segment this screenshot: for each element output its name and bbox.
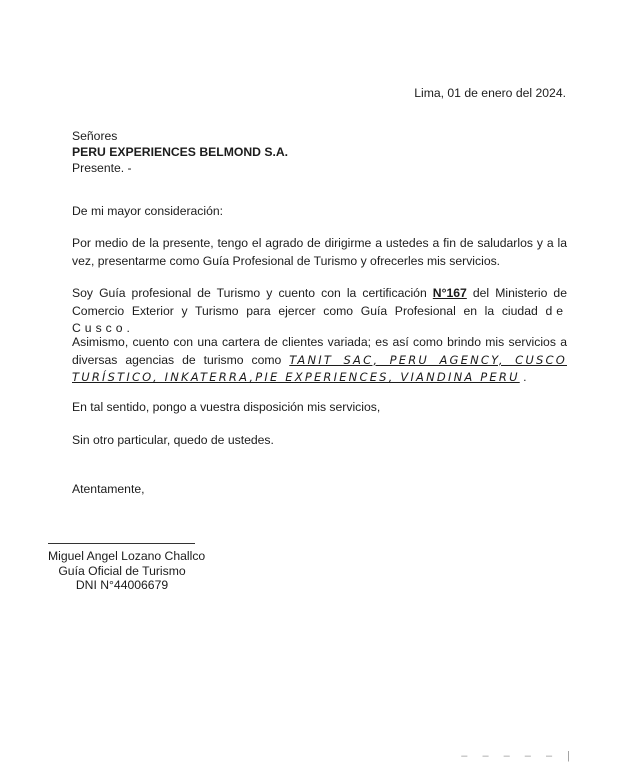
letter-date: Lima, 01 de enero del 2024. [414, 86, 566, 100]
signer-title: Guía Oficial de Turismo [58, 563, 186, 578]
signature-block [48, 549, 206, 593]
certification-end: . [126, 321, 130, 335]
certification-text-after: del Ministerio de Comercio Exterior y Turismo para ejercer como Guía Profesional en la ciudad [72, 286, 567, 318]
letter-greeting: De mi mayor consideración: [72, 204, 224, 218]
recipient-salutation: Señores [72, 129, 118, 143]
clients-text-before: Asimismo, cuento con una cartera de clientes variada; es así como brindo mis servicios a diversas agencias de turismo como [72, 335, 567, 367]
signature-line [48, 543, 195, 544]
paragraph-farewell: Sin otro particular, quedo de ustedes. [72, 433, 274, 447]
city-preposition: de [545, 303, 567, 318]
paragraph-clients [72, 334, 567, 387]
footer-marks: – – – – – | [461, 750, 576, 762]
agency-list: TANIT SAC, PERU AGENCY, CUSCO TURÍSTICO, INKATERRA,PIE EXPERIENCES, VIANDINA PERU [72, 352, 567, 384]
clients-end: . [519, 370, 527, 384]
paragraph-availability: En tal sentido, pongo a vuestra disposición mis servicios, [72, 400, 381, 414]
letter-closing: Atentamente, [72, 482, 145, 496]
signer-dni: DNI N°44006679 [75, 578, 169, 592]
signer-name: Miguel Angel Lozano Challco [48, 549, 206, 563]
recipient-block [72, 128, 288, 176]
recipient-presente: Presente. - [72, 161, 132, 175]
paragraph-certification [72, 285, 567, 338]
certification-text-before: Soy Guía profesional de Turismo y cuento con la certificación [72, 286, 433, 300]
certification-number: N°167 [432, 286, 467, 300]
recipient-company: PERU EXPERIENCES BELMOND S.A. [72, 145, 289, 159]
paragraph-introduction: Por medio de la presente, tengo el agrado de dirigirme a ustedes a fin de saludarlos y a la vez, presentarme como Guía Profesional de Turismo y ofrecerles mis servicios. [72, 236, 567, 268]
city-name: Cusco [72, 321, 127, 335]
